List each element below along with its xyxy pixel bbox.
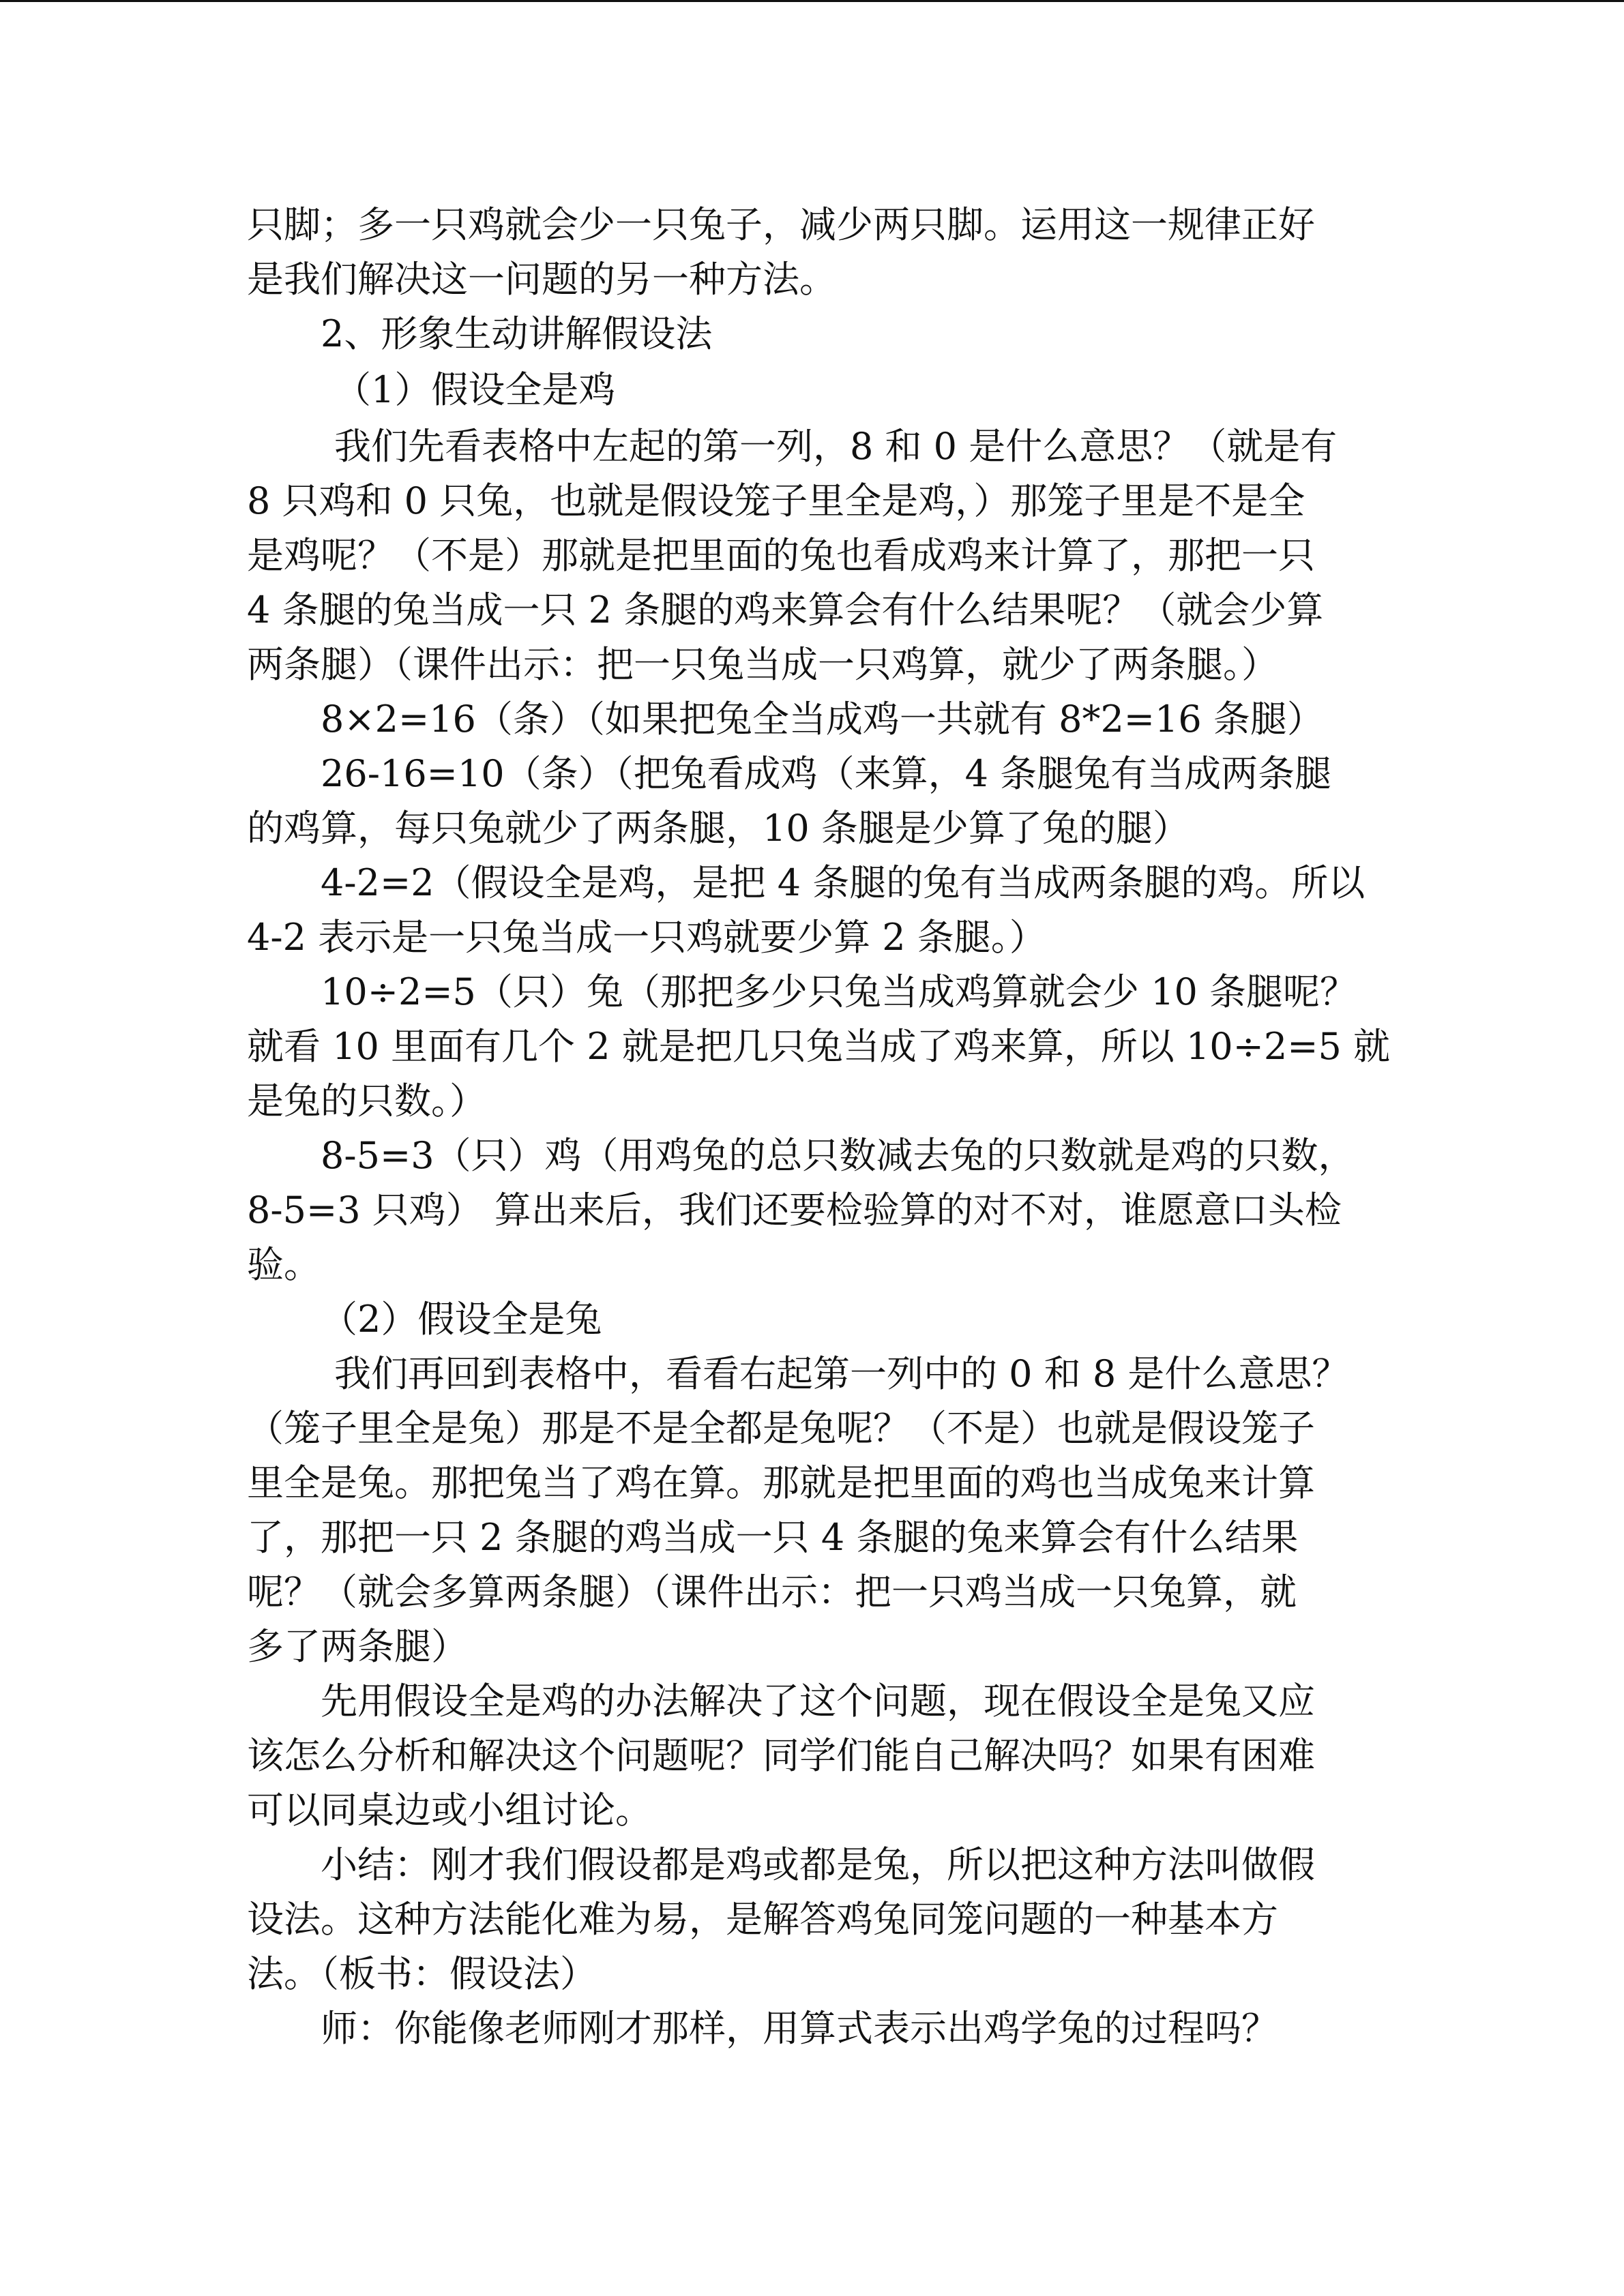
text-line: （笼子里全是兔）那是不是全都是兔呢？（不是）也就是假设笼子 [247,1407,1315,1450]
text-line: 4 条腿的兔当成一只 2 条腿的鸡来算会有什么结果呢？（就会少算 [247,588,1324,631]
text-line: 可以同桌边或小组讨论。 [247,1789,652,1832]
summary-text-line: 法。（板书：假设法） [247,1952,597,1995]
text-line: 是我们解决这一问题的另一种方法。 [247,258,836,301]
text-line: 了，那把一只 2 条腿的鸡当成一只 4 条腿的兔来算会有什么结果 [247,1516,1299,1559]
text-line: 先用假设全是鸡的办法解决了这个问题，现在假设全是兔又应 [321,1680,1315,1723]
summary-text-line: 设法。这种方法能化难为易，是解答鸡兔同笼问题的一种基本方 [247,1898,1278,1941]
text-line: 26-16=10（条）（把兔看成鸡（来算，4 条腿兔有当成两条腿 [321,752,1332,795]
text-line: 4-2=2（假设全是鸡，是把 4 条腿的兔有当成两条腿的鸡。所以 [321,861,1365,904]
text-line: 该怎么分析和解决这个问题呢？同学们能自己解决吗？如果有困难 [247,1734,1315,1777]
text-line: 多了两条腿） [247,1625,468,1668]
text-line: 的鸡算，每只兔就少了两条腿，10 条腿是少算了兔的腿） [247,807,1190,850]
summary-text-line: 小结：刚才我们假设都是鸡或都是兔，所以把这种方法叫做假 [321,1843,1315,1886]
text-line: 验。 [247,1243,321,1286]
subsection-heading: （2）假设全是兔 [321,1298,602,1341]
text-line: 是兔的只数。） [247,1079,486,1122]
section-heading: 2、形象生动讲解假设法 [321,312,713,355]
text-line: 8-5=3（只）鸡（用鸡兔的总只数减去兔的只数就是鸡的只数， [321,1134,1355,1177]
text-line: 里全是兔。那把兔当了鸡在算。那就是把里面的鸡也当成兔来计算 [247,1461,1315,1504]
text-line: 4-2 表示是一只兔当成一只鸡就要少算 2 条腿。） [247,916,1046,959]
page-top-border [0,0,1624,2]
text-line: 我们再回到表格中，看看右起第一列中的 0 和 8 是什么意思？ [334,1352,1349,1395]
subsection-heading: （1）假设全是鸡 [334,368,616,411]
text-line: 只脚；多一只鸡就会少一只兔子，减少两只脚。运用这一规律正好 [247,203,1315,246]
text-line: 就看 10 里面有几个 2 就是把几只兔当成了鸡来算，所以 10÷2=5 就 [247,1025,1390,1068]
teacher-question-line: 师：你能像老师刚才那样，用算式表示出鸡学兔的过程吗？ [321,2007,1278,2050]
text-line: 两条腿）（课件出示：把一只兔当成一只鸡算，就少了两条腿。） [247,643,1278,686]
text-line: 8 只鸡和 0 只兔，也就是假设笼子里全是鸡，）那笼子里是不是全 [247,479,1305,522]
text-line: 8-5=3 只鸡） 算出来后，我们还要检验算的对不对，谁愿意口头检 [247,1189,1342,1232]
text-line: 我们先看表格中左起的第一列，8 和 0 是什么意思？（就是有 [334,425,1338,468]
text-line: 呢？（就会多算两条腿）（课件出示：把一只鸡当成一只兔算，就 [247,1570,1297,1613]
text-line: 是鸡呢？（不是）那就是把里面的兔也看成鸡来计算了，那把一只 [247,534,1315,577]
text-line: 10÷2=5（只）兔（那把多少只兔当成鸡算就会少 10 条腿呢？ [321,970,1357,1013]
text-line: 8×2=16（条）（如果把兔全当成鸡一共就有 8*2=16 条腿） [321,698,1324,741]
